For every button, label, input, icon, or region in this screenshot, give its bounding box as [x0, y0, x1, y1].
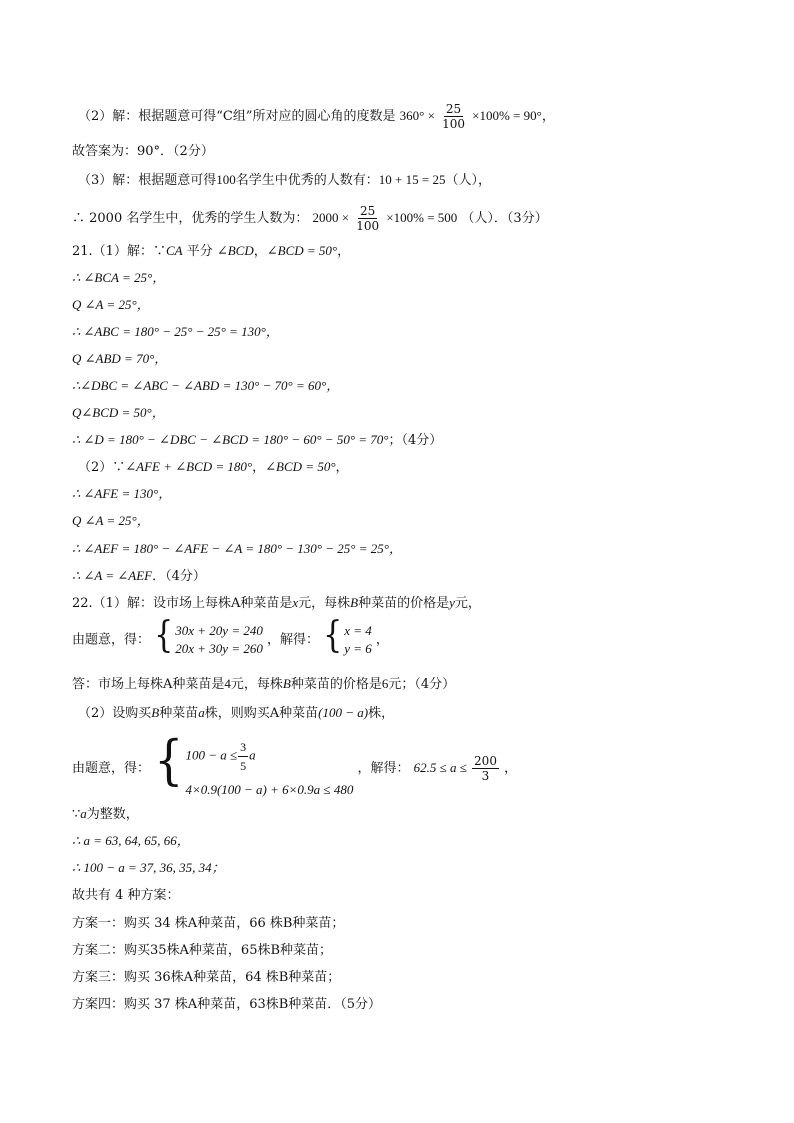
variable: a: [80, 806, 87, 821]
text: 种菜苗的价格是: [290, 677, 382, 692]
fraction: [354, 204, 381, 233]
line-plan-count: 故共有 4 种方案：: [72, 888, 180, 903]
variable: B: [151, 705, 160, 720]
text: 由题意，得：: [72, 632, 151, 648]
text: 22.（1）解：设市场上每株A种菜苗是: [72, 596, 293, 611]
line-a-25-again: Q ∠A = 25°，: [72, 513, 150, 528]
text: ，: [335, 460, 349, 475]
numerator: 3: [238, 738, 248, 757]
math-expression: (100 − a): [318, 705, 369, 720]
math-expression: ∴ ∠A = ∠AEF: [72, 568, 153, 583]
text: 元，: [454, 596, 481, 611]
brace: {: [154, 614, 174, 657]
text: 种菜苗的价格是: [358, 596, 450, 611]
text: ，: [252, 460, 266, 475]
text: ∵: [72, 807, 81, 822]
text: 为整数，: [86, 807, 139, 822]
variable: B: [282, 676, 291, 691]
math-expression: 2000 ×: [312, 210, 350, 225]
text: 元，每株: [230, 677, 283, 692]
inequality-left: 100 − a ≤: [185, 747, 238, 763]
line-bca: ∴ ∠BCA = 25°，: [72, 270, 166, 285]
equation: 30x + 20y = 240: [175, 623, 263, 638]
math-expression: ∠BCD = 50°: [265, 459, 336, 474]
math-expression: ∠BCD = 50°: [266, 243, 338, 258]
inequality: [185, 738, 353, 775]
line-excellent-count: [78, 171, 491, 190]
text: （2）∵: [78, 460, 126, 475]
equation-rows: [175, 622, 263, 658]
text: 元，每株: [298, 596, 351, 611]
line-q21-start: [72, 242, 350, 261]
solution-rows: [344, 622, 372, 658]
number: 6: [381, 676, 389, 691]
math-segment: CA: [165, 243, 183, 258]
text: 株，则购买A种菜苗: [204, 706, 319, 721]
variable: y: [449, 595, 455, 610]
inequality: 4×0.9(100 − a) + 6×0.9a ≤ 480: [185, 782, 354, 797]
line-abc: ∴ ∠ABC = 180° − 25° − 25° = 130°，: [72, 324, 279, 339]
math-expression: ×100% = 90°，: [472, 108, 555, 123]
solution: x = 4: [344, 623, 372, 638]
text: 平分: [182, 244, 217, 259]
line-a-eq-aef: [72, 567, 206, 586]
math-expression: ∴ ∠D = 180° − ∠DBC − ∠BCD = 180° − 60° − 50° = 70°: [72, 432, 389, 447]
math-angle: ∠BCD: [216, 243, 254, 258]
fraction: [238, 738, 248, 775]
text: ，: [375, 632, 389, 648]
math-expression: 62.5 ≤ a ≤: [413, 760, 467, 775]
line-a-25: Q ∠A = 25°，: [72, 297, 150, 312]
math-expression: ∠AFE + ∠BCD = 180°: [125, 459, 253, 474]
fraction: [472, 754, 499, 783]
fraction: [440, 102, 467, 131]
equation: 20x + 30y = 260: [175, 641, 263, 656]
math-expression: 10 + 15 = 25: [378, 172, 446, 187]
line-dbc: ∴∠DBC = ∠ABC − ∠ABD = 130° − 70° = 60°，: [72, 378, 340, 393]
text: ，: [337, 244, 351, 259]
denominator: 100: [356, 219, 380, 233]
solution-system: [323, 614, 372, 658]
line-answer-90: 故答案为：90°．（2分）: [72, 144, 214, 159]
text: ，解得：: [266, 632, 319, 648]
brace: {: [323, 614, 343, 657]
inequality-right: a: [249, 747, 256, 763]
solution: y = 6: [344, 641, 372, 656]
line-excellent-2000: [72, 204, 548, 233]
equation-system: [154, 614, 263, 658]
line-q22-part2: [78, 704, 394, 723]
text: ，: [504, 761, 518, 776]
text: ．（4分）: [152, 569, 206, 584]
denominator: 3: [481, 769, 490, 783]
text: 答：市场上每株A种菜苗是: [72, 677, 225, 692]
text: （2）解：根据题意可得“C组”所对应的圆心角的度数是: [78, 109, 396, 124]
line-angle-d: [72, 431, 442, 450]
variable: x: [292, 595, 299, 610]
line-bcd: Q∠BCD = 50°，: [72, 405, 165, 420]
line-afe: ∴ ∠AFE = 130°，: [72, 486, 172, 501]
line-plan-3: 方案三：购买 36株A种菜苗，64 株B种菜苗；: [72, 970, 341, 985]
line-inequality-system: [72, 728, 518, 799]
number: 100: [216, 172, 236, 187]
brace: {: [154, 728, 184, 791]
line-equation-system: [72, 614, 389, 658]
line-c-group-angle: [78, 102, 555, 131]
math-expression: ×100% = 500: [386, 210, 458, 225]
math-expression: 360° ×: [399, 108, 435, 123]
text: 名学生中优秀的人数有：: [235, 173, 379, 188]
line-q21-part2: [78, 458, 349, 477]
line-answer-prices: [72, 675, 455, 694]
variable: B: [350, 595, 359, 610]
line-a-integer: [72, 805, 139, 824]
text: （人）．（3分）: [461, 211, 548, 226]
text: ∴ 2000 名学生中，优秀的学生人数为：: [72, 211, 309, 226]
denominator: 5: [240, 759, 247, 773]
line-q22-start: [72, 594, 481, 613]
line-plan-1: 方案一：购买 34 株A种菜苗，66 株B种菜苗；: [72, 916, 345, 931]
text: （3）解：根据题意可得: [78, 173, 217, 188]
number: 4: [224, 676, 231, 691]
text: ，: [253, 244, 267, 259]
text: 种菜苗: [159, 706, 199, 721]
line-100-minus-a: ∴ 100 − a = 37, 36, 35, 34；: [72, 860, 225, 875]
inequality-system: [154, 728, 354, 799]
text: ；（4分）: [388, 433, 443, 448]
text: 由题意，得：: [72, 761, 151, 776]
numerator: 25: [360, 204, 376, 218]
text: 元；（4分）: [388, 677, 456, 692]
line-aef: ∴ ∠AEF = 180° − ∠AFE − ∠A = 180° − 130° − 25° = 25°，: [72, 541, 402, 556]
line-abd: Q ∠ABD = 70°，: [72, 351, 168, 366]
numerator: 200: [474, 754, 497, 768]
variable: a: [198, 705, 205, 720]
text: （人），: [445, 173, 491, 188]
text: （2）设购买: [78, 706, 152, 721]
text: ，解得：: [357, 761, 410, 776]
text: 株，: [368, 706, 395, 721]
numerator: 25: [445, 102, 462, 116]
denominator: 100: [442, 117, 465, 131]
inequality-rows: [185, 738, 353, 799]
text: 21.（1）解：∵: [72, 244, 166, 259]
line-a-values: ∴ a = 63, 64, 65, 66，: [72, 833, 190, 848]
line-plan-4: 方案四：购买 37 株A种菜苗，63株B种菜苗．（5分）: [72, 997, 382, 1012]
line-plan-2: 方案二：购买35株A种菜苗，65株B种菜苗；: [72, 943, 333, 958]
